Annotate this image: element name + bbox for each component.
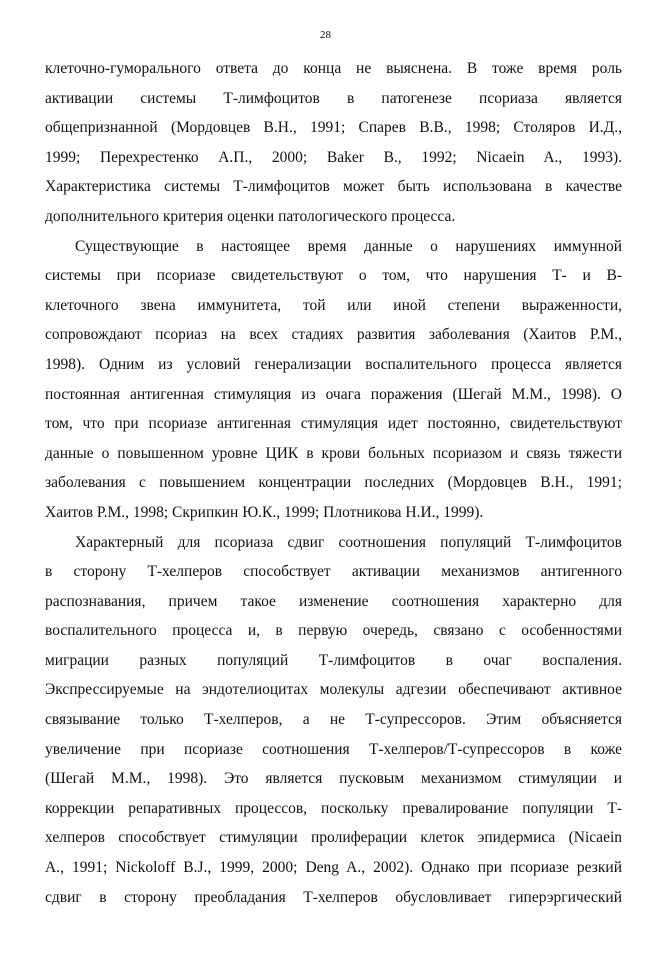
text-line: активации системы Т-лимфоцитов в патогенезе псориаза является	[45, 89, 622, 107]
text-line: в сторону Т-хелперов способствует активации механизмов антигенного	[45, 563, 622, 581]
text-line: системы при псориазе свидетельствуют о том, что нарушения Т- и В-	[45, 267, 622, 285]
text-line: воспалительного процесса и, в первую очередь, связано с особенностями	[45, 622, 622, 640]
text-line: (Шегай М.М., 1998). Это является пусковым механизмом стимуляции и	[45, 770, 622, 788]
text-line: том, что при псориазе антигенная стимуляция идет постоянно, свидетельствуют	[45, 415, 622, 433]
text-line: клеточного звена иммунитета, той или иной степени выраженности,	[45, 296, 622, 314]
text-line: 1998). Одним из условий генерализации воспалительного процесса является	[45, 355, 622, 373]
text-line: клеточно-гуморального ответа до конца не выяснена. В тоже время роль	[45, 60, 622, 77]
text-line: Существующие в настоящее время данные о нарушениях иммунной	[75, 237, 622, 255]
text-line: сопровождают псориаз на всех стадиях развития заболевания (Хаитов Р.М.,	[45, 326, 622, 344]
text-line: связывание только Т-хелперов, а не Т-супрессоров. Этим объясняется	[45, 711, 622, 729]
text-line: данные о повышенном уровне ЦИК в крови больных псориазом и связь тяжести	[45, 444, 622, 462]
body-text	[45, 54, 622, 912]
text-line: A., 1991; Nickoloff B.J., 1999, 2000; Deng A., 2002). Однако при псориазе резкий	[45, 859, 622, 877]
text-line: Хаитов Р.М., 1998; Скрипкин Ю.К., 1999; Плотникова Н.И., 1999).	[45, 503, 484, 521]
text-line: Характеристика системы Т-лимфоцитов может быть использована в качестве	[45, 178, 622, 196]
text-line: Экспрессируемые на эндотелиоцитах молекулы адгезии обеспечивают активное	[45, 681, 622, 699]
page-number: 28	[320, 29, 331, 41]
text-line: миграции разных популяций Т-лимфоцитов в очаг воспаления.	[45, 651, 622, 669]
text-line: увеличение при псориазе соотношения Т-хелперов/Т-супрессоров в коже	[45, 740, 622, 758]
text-line: хелперов способствует стимуляции пролиферации клеток эпидермиса (Nicaein	[45, 829, 622, 847]
text-line: заболевания с повышением концентрации последних (Мордовцев В.Н., 1991;	[45, 474, 622, 492]
text-line: распознавания, причем такое изменение соотношения характерно для	[45, 592, 622, 610]
text-line: дополнительного критерия оценки патологического процесса.	[45, 207, 456, 225]
text-line: постоянная антигенная стимуляция из очага поражения (Шегай М.М., 1998). О	[45, 385, 622, 403]
text-line: сдвиг в сторону преобладания Т-хелперов обусловливает гиперэргический	[45, 888, 622, 906]
text-line: общепризнанной (Мордовцев В.Н., 1991; Спарев В.В., 1998; Столяров И.Д.,	[45, 119, 622, 137]
text-line: Характерный для псориаза сдвиг соотношения популяций Т-лимфоцитов	[75, 533, 622, 551]
text-line: 1999; Перехрестенко А.П., 2000; Baker B., 1992; Nicaein A., 1993).	[45, 148, 622, 166]
text-line: коррекции репаративных процессов, поскольку превалирование популяции Т-	[45, 799, 622, 817]
